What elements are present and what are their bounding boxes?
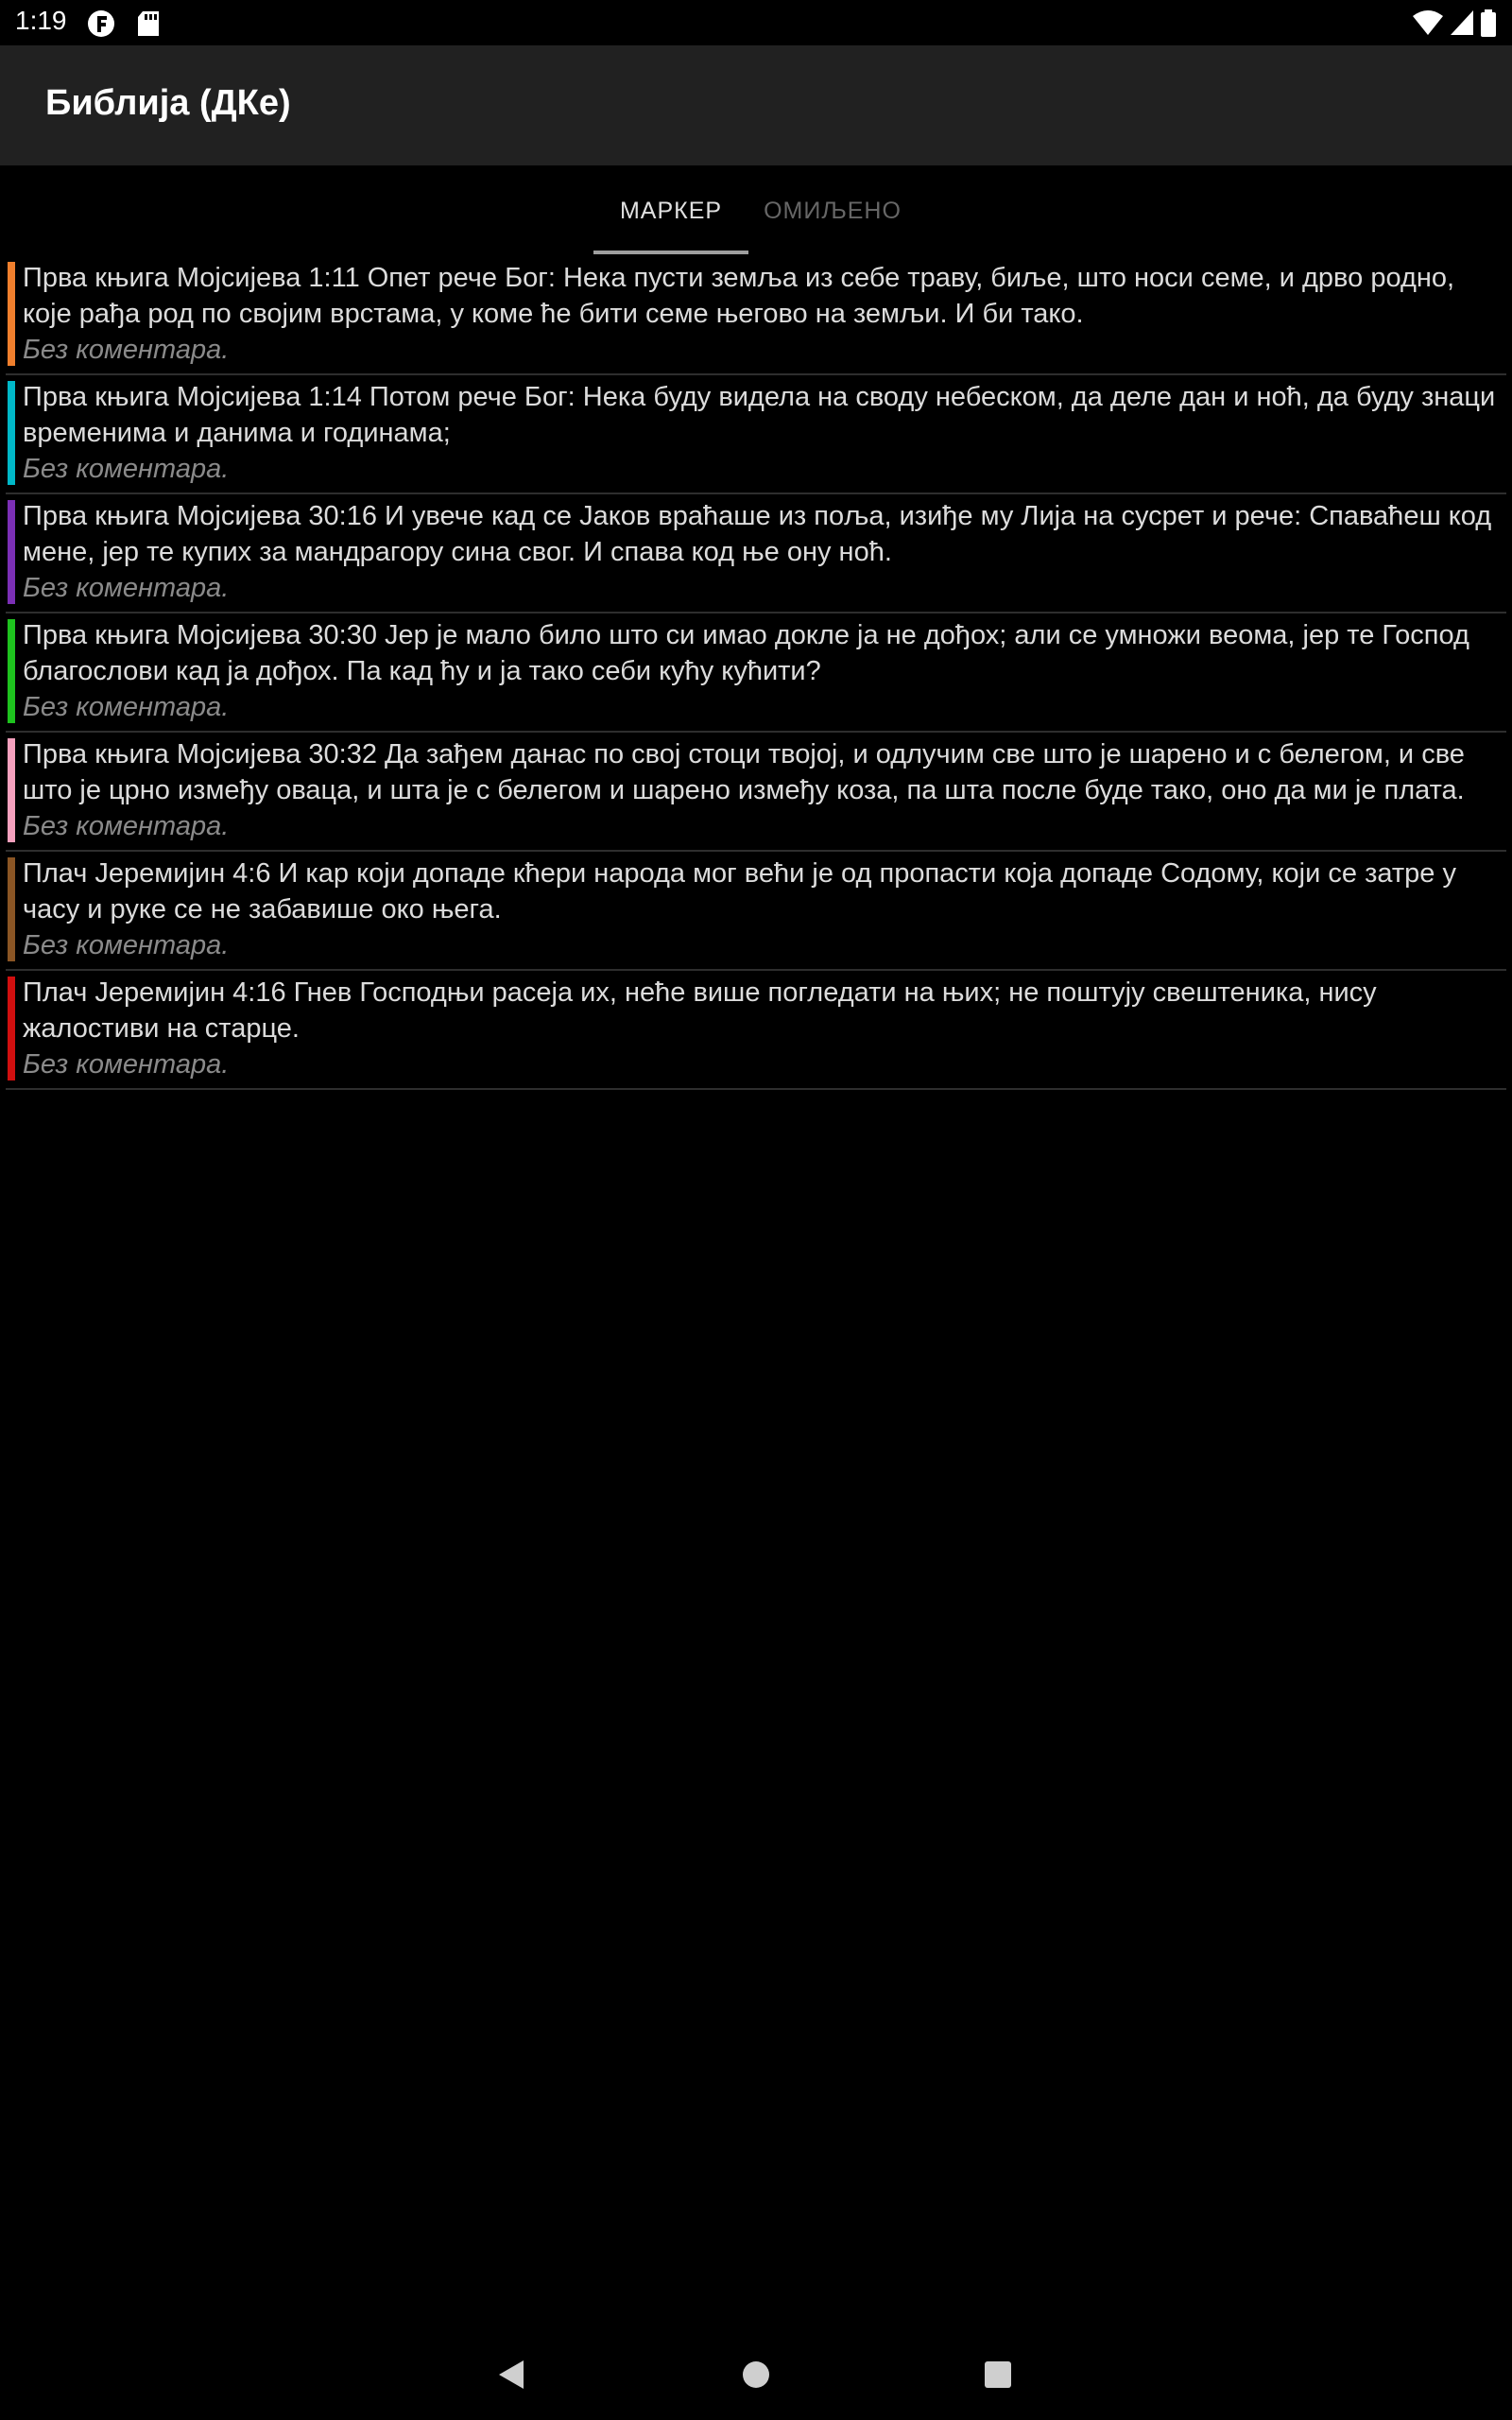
marker-color-strip xyxy=(8,381,15,485)
verse-list xyxy=(0,256,1512,1090)
list-item[interactable] xyxy=(6,375,1506,494)
comment-text: Без коментара. xyxy=(23,573,230,603)
list-item[interactable] xyxy=(6,614,1506,733)
marker-color-strip xyxy=(8,500,15,604)
marker-color-strip xyxy=(8,619,15,723)
battery-icon xyxy=(1480,9,1497,43)
comment-text: Без коментара. xyxy=(23,930,230,960)
marker-color-strip xyxy=(8,857,15,961)
verse-text: Плач Јеремијин 4:16 Гнев Господњи расеја их, неће више погледати на њих; не поштују свештеника, нису жалостиви на старце. xyxy=(23,977,1377,1044)
status-time: 1:19 xyxy=(15,6,67,35)
status-bar xyxy=(0,0,1512,45)
marker-color-strip xyxy=(8,262,15,366)
verse-text: Прва књига Мојсијева 30:16 И увече кад се Јаков враћаше из поља, изиђе му Лија на сусрет и рече: Спаваћеш код мене, јер те купих за мандрагору сина свог. И спава код ње ону ноћ. xyxy=(23,501,1492,567)
sd-card-icon xyxy=(136,9,161,43)
list-item[interactable] xyxy=(6,971,1506,1090)
app-title: Библија (ДКе) xyxy=(45,83,291,123)
comment-text: Без коментара. xyxy=(23,454,230,484)
verse-text: Прва књига Мојсијева 1:11 Опет рече Бог: Нека пусти земља из себе траву, биље, што носи семе, и дрво родно, које рађа род по својим врстама, у коме ће бити семе његово на земљи. И би тако. xyxy=(23,263,1455,329)
home-icon[interactable] xyxy=(733,2352,779,2397)
cell-signal-icon xyxy=(1450,9,1474,41)
tab-marker[interactable]: МАРКЕР xyxy=(593,165,748,256)
list-item[interactable] xyxy=(6,494,1506,614)
tab-favorites[interactable]: ОМИЉЕНО xyxy=(764,197,902,224)
navigation-bar xyxy=(0,2329,1512,2420)
verse-text: Плач Јеремијин 4:6 И кар који допаде кћери народа мог већи је од пропасти која допаде Содому, који се затре у часу и руке се не забавише око њега. xyxy=(23,858,1456,925)
comment-text: Без коментара. xyxy=(23,335,230,365)
comment-text: Без коментара. xyxy=(23,692,230,722)
notification-f-icon xyxy=(87,9,117,43)
comment-text: Без коментара. xyxy=(23,1049,230,1080)
back-icon[interactable] xyxy=(490,2352,535,2397)
app-bar xyxy=(0,45,1512,165)
tab-bar xyxy=(0,165,1512,256)
comment-text: Без коментара. xyxy=(23,811,230,841)
verse-text: Прва књига Мојсијева 30:32 Да зађем данас по свој стоци твојој, и одлучим све што је шарено и с белегом, и све што је црно између оваца, и шта је с белегом и шарено између коза, па шта после буде тако, оно да ми је плата. xyxy=(23,739,1465,805)
list-item[interactable] xyxy=(6,733,1506,852)
marker-color-strip xyxy=(8,738,15,842)
marker-color-strip xyxy=(8,977,15,1080)
wifi-icon xyxy=(1412,9,1444,41)
verse-text: Прва књига Мојсијева 30:30 Јер је мало било што си имао докле ја не дођох; али се умножи веома, јер те Господ благослови кад ја дођох. Па кад ћу и ја тако себи кућу кућити? xyxy=(23,620,1469,686)
verse-text: Прва књига Мојсијева 1:14 Потом рече Бог: Нека буду видела на своду небеском, да деле дан и ноћ, да буду знаци временима и данима и годинама; xyxy=(23,382,1496,448)
list-item[interactable] xyxy=(6,852,1506,971)
list-item[interactable] xyxy=(6,256,1506,375)
recents-icon[interactable] xyxy=(975,2352,1021,2397)
